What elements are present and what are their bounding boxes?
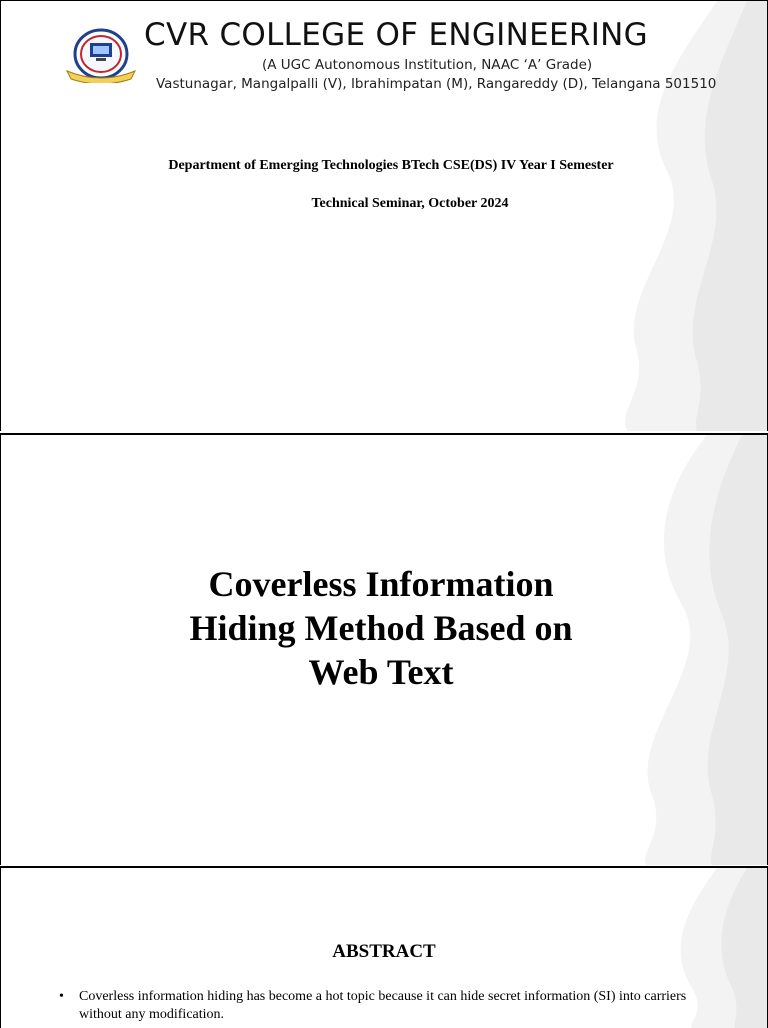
slide-title [0,433,768,865]
slide-cover [0,0,768,431]
slide-abstract [0,866,768,1028]
bullet-icon: • [59,989,64,1004]
seminar-line: Technical Seminar, October 2024 [311,196,509,211]
college-logo [63,27,139,83]
college-address: Vastunagar, Mangalpalli (V), Ibrahimpatan (M), Rangareddy (D), Telangana 501510 [156,76,717,92]
college-accreditation: (A UGC Autonomous Institution, NAAC ‘A’ Grade) [262,57,593,73]
list-item [59,988,719,1024]
college-name: CVR COLLEGE OF ENGINEERING [144,17,648,53]
title-line: Coverless Information [208,564,554,604]
title-line: Web Text [308,652,454,692]
department-line: Department of Emerging Technologies BTech CSE(DS) IV Year I Semester [168,158,614,173]
title-line: Hiding Method Based on [189,608,573,648]
abstract-heading: ABSTRACT [332,941,436,962]
bullet-text: Coverless information hiding has become a hot topic because it can hide secret information (SI) into carriers without any modification. [79,989,687,1022]
abstract-bullets [59,988,719,1024]
background-waves [597,1,767,431]
presentation-title [1,562,761,694]
